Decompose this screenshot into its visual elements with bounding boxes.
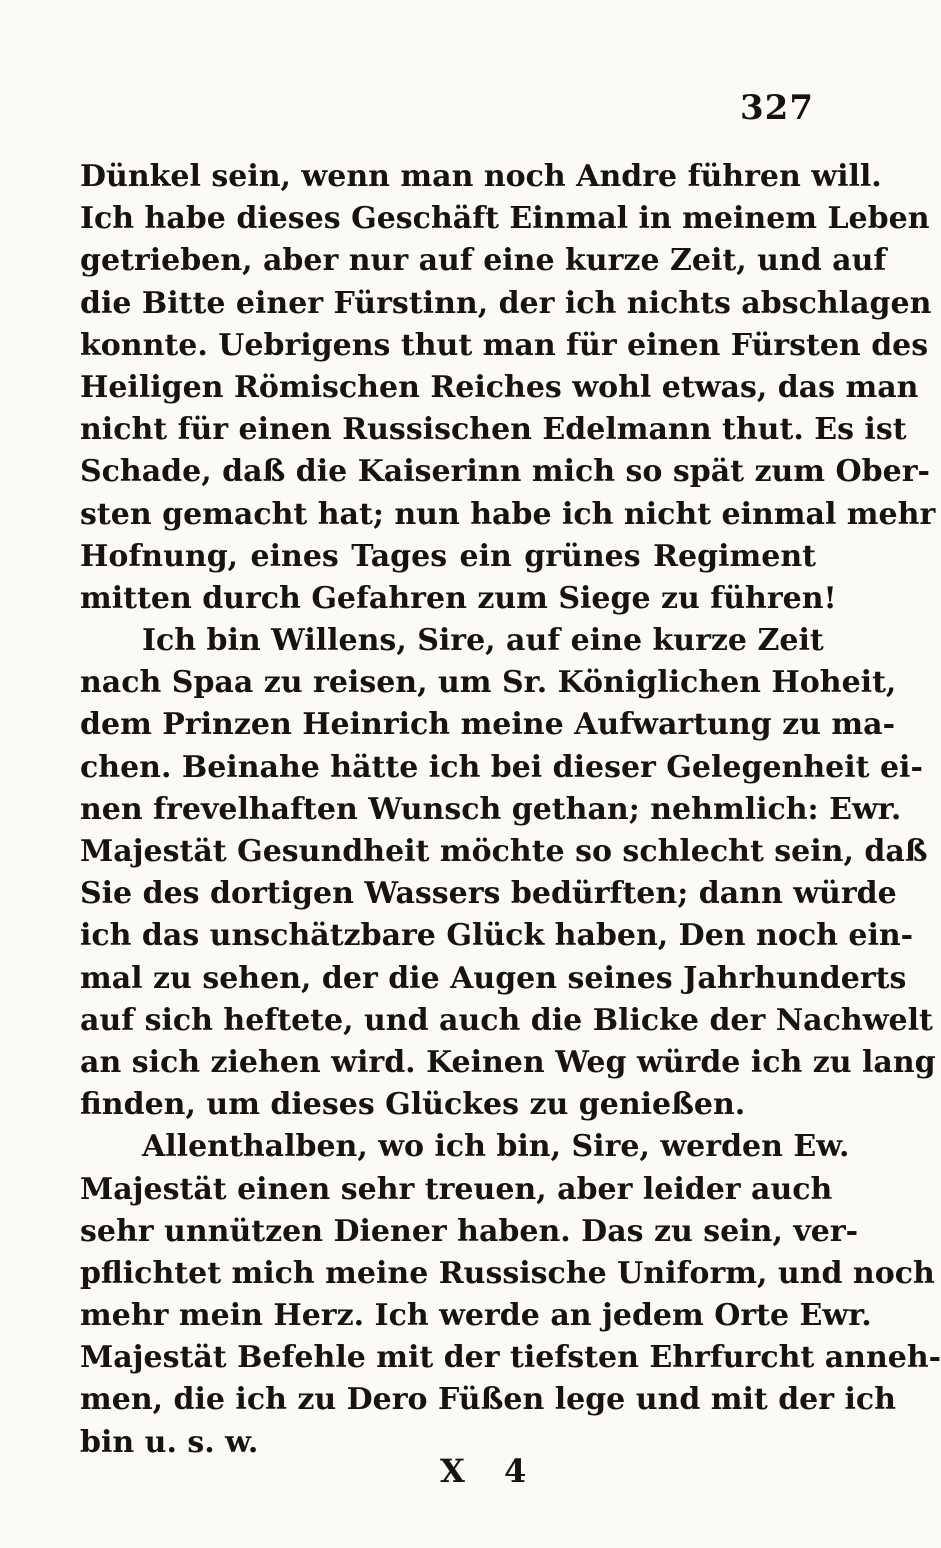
text-line: an sich ziehen wird. Keinen Weg würde ich zu lang bbox=[80, 1044, 936, 1080]
text-line: nicht für einen Russischen Edelmann thut. Es ist bbox=[80, 412, 907, 448]
text-line: Majestät Befehle mit der tiefsten Ehrfurcht anneh- bbox=[80, 1340, 941, 1376]
paragraph bbox=[80, 1126, 941, 1464]
text-line: nen frevelhaften Wunsch gethan; nehmlich: Ewr. bbox=[80, 791, 902, 827]
text-line: pflichtet mich meine Russische Uniform, und noch bbox=[80, 1255, 935, 1291]
text-line: getrieben, aber nur auf eine kurze Zeit, und auf bbox=[80, 243, 887, 279]
text-line: chen. Beinahe hätte ich bei dieser Gelegenheit ei- bbox=[80, 749, 923, 785]
text-line: Schade, daß die Kaiserinn mich so spät zum Ober- bbox=[80, 454, 930, 490]
text-line: mehr mein Herz. Ich werde an jedem Orte Ewr. bbox=[80, 1298, 872, 1334]
text-line: Majestät einen sehr treuen, aber leider auch bbox=[80, 1171, 833, 1207]
signature-mark: X 4 bbox=[440, 1452, 541, 1490]
text-line: bin u. s. w. bbox=[80, 1424, 259, 1460]
text-line: Ich bin Willens, Sire, auf eine kurze Zeit bbox=[142, 623, 824, 659]
text-line: konnte. Uebrigens thut man für einen Fürsten des bbox=[80, 327, 929, 363]
text-line: die Bitte einer Fürstinn, der ich nichts abschlagen bbox=[80, 285, 932, 321]
paragraph bbox=[80, 156, 936, 620]
text-line: nach Spaa zu reisen, um Sr. Königlichen Hoheit, bbox=[80, 665, 897, 701]
text-line: men, die ich zu Dero Füßen lege und mit der ich bbox=[80, 1382, 896, 1418]
text-line: sten gemacht hat; nun habe ich nicht einmal mehr bbox=[80, 496, 936, 532]
text-line: Majestät Gesundheit möchte so schlecht sein, daß bbox=[80, 834, 928, 869]
body-text bbox=[80, 156, 941, 1464]
text-line: auf sich heftete, und auch die Blicke der Nachwelt bbox=[80, 1002, 933, 1038]
text-line: Sie des dortigen Wassers bedürften; dann würde bbox=[80, 876, 897, 912]
text-line: ich das unschätzbare Glück haben, Den noch ein- bbox=[80, 918, 914, 954]
text-line: sehr unnützen Diener haben. Das zu sein, ver- bbox=[80, 1213, 859, 1249]
text-line: Heiligen Römischen Reiches wohl etwas, das man bbox=[80, 369, 919, 405]
text-line: Dünkel sein, wenn man noch Andre führen will. bbox=[80, 159, 882, 194]
text-line: dem Prinzen Heinrich meine Aufwartung zu ma- bbox=[80, 707, 896, 743]
page-number: 327 bbox=[740, 88, 814, 128]
text-line: mitten durch Gefahren zum Siege zu führen! bbox=[80, 580, 837, 616]
text-line: Hofnung, eines Tages ein grünes Regiment bbox=[80, 538, 816, 574]
text-line: Allenthalben, wo ich bin, Sire, werden Ew. bbox=[142, 1129, 850, 1165]
text-line: finden, um dieses Glückes zu genießen. bbox=[80, 1087, 746, 1123]
text-line: mal zu sehen, der die Augen seines Jahrhunderts bbox=[80, 960, 907, 996]
text-line: Ich habe dieses Geschäft Einmal in meinem Leben bbox=[80, 201, 930, 237]
paragraph bbox=[80, 620, 936, 1126]
